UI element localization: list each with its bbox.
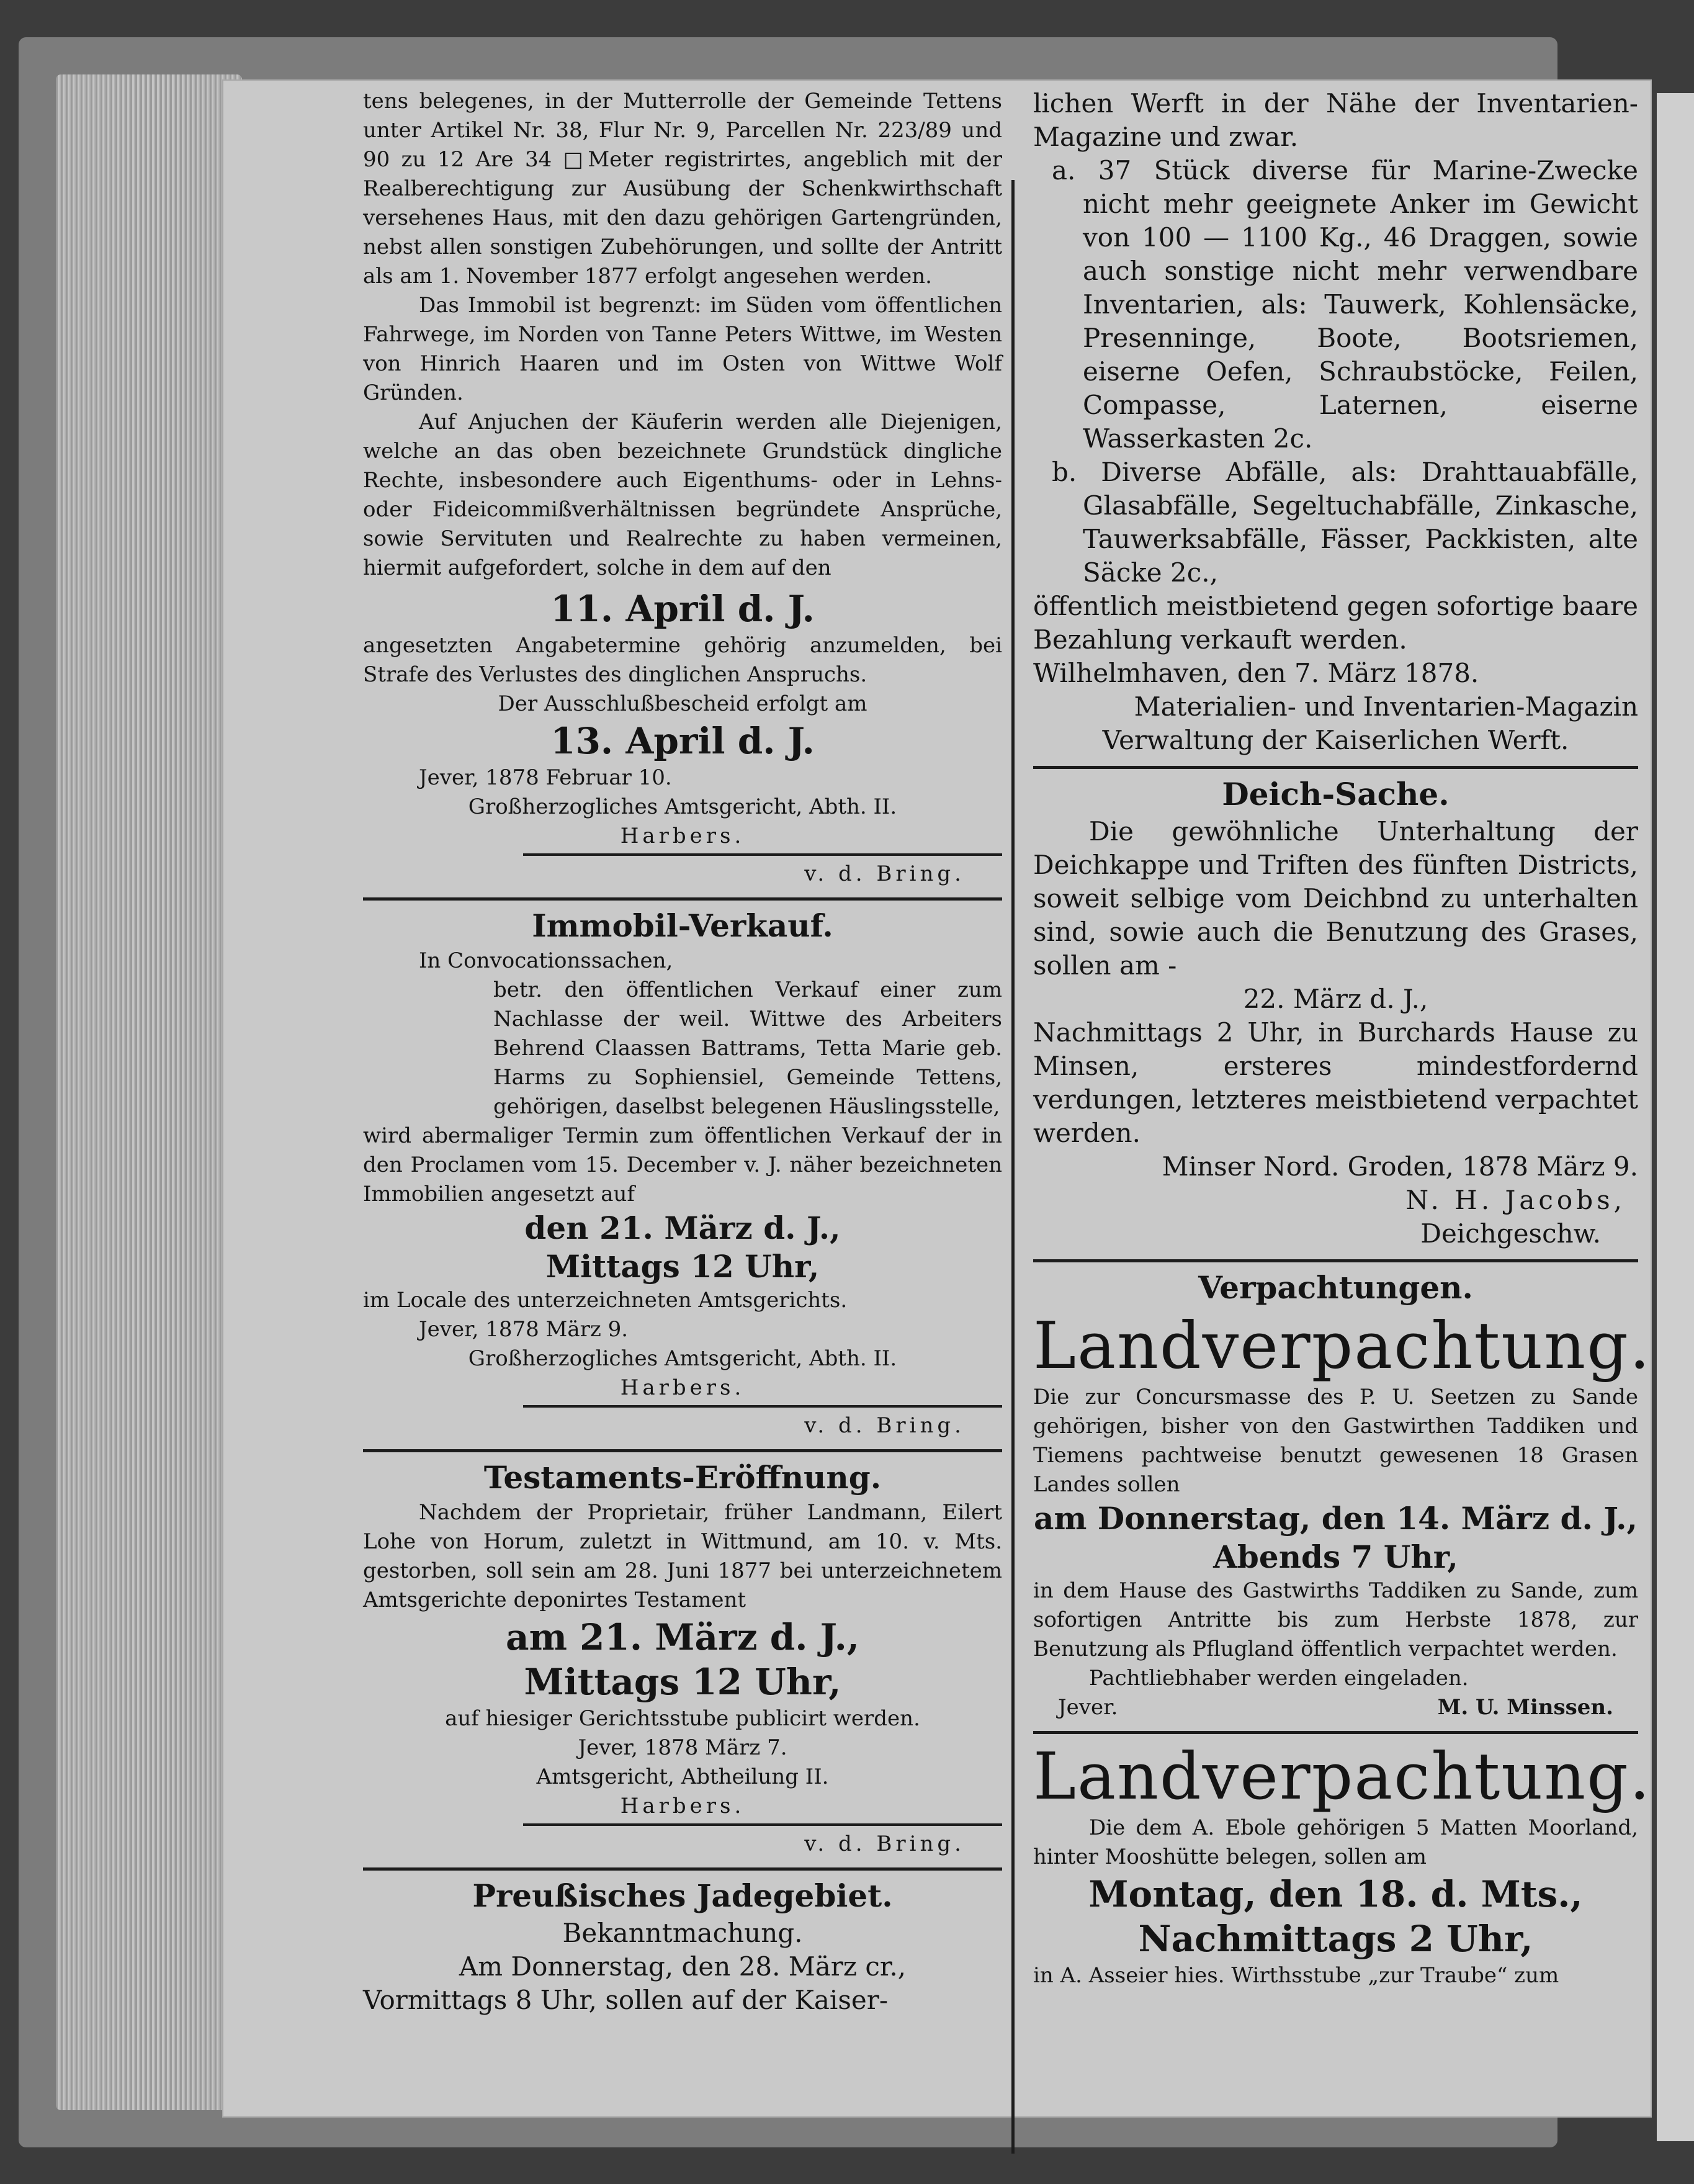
place-date: Jever, 1878 Februar 10. xyxy=(419,765,672,790)
agency-line-1: Materialien- und Inventarien-Magazin xyxy=(1134,691,1638,722)
testament-after: auf hiesiger Gerichtsstube publicirt werden. xyxy=(445,1706,920,1731)
convocation-subject: betr. den öffentlichen Verkauf einer zum Nachlasse der weil. Wittwe des Arbeiters Behrend Claassen Battrams, Tetta Marie geb. Harms zu Sophiensiel, Gemeinde Tettens, gehörigen, daselbst belegenen Häuslingsstelle, xyxy=(493,977,1002,1119)
signature-rule xyxy=(523,1405,1003,1408)
place: Jever. xyxy=(1058,1695,1118,1720)
land-lease-text-2: in dem Hause des Gastwirths Taddiken zu Sande, zum sofortigen Antritte bis zum Herbste 1878, zur Benutzung als Pflugland öffentlich verpachtet werden. xyxy=(1033,1578,1638,1661)
land-lease-text-2: in A. Asseier hies. Wirthsstube „zur Traube“ zum xyxy=(1033,1963,1559,1988)
signature-rule xyxy=(523,1823,1003,1826)
signer: M. U. Minssen. xyxy=(1437,1695,1613,1720)
deich-text-2: Nachmittags 2 Uhr, in Burchards Hause zu Minsen, ersteres mindestfordernd verdungen, letzteres meistbietend verpachtet werden. xyxy=(1033,1017,1638,1148)
announcement-subtitle: Bekanntmachung. xyxy=(562,1918,803,1948)
land-lease-date: am Donnerstag, den 14. März d. J., xyxy=(1034,1500,1638,1537)
land-lease-time: Abends 7 Uhr, xyxy=(1213,1539,1458,1575)
court-name: Amtsgericht, Abtheilung II. xyxy=(536,1764,829,1789)
land-lease-invite: Pachtliebhaber werden eingeladen. xyxy=(1089,1666,1469,1691)
left-column xyxy=(363,87,1002,2017)
signer: Harbers. xyxy=(620,1375,745,1400)
announcement-date: Am Donnerstag, den 28. März cr., xyxy=(459,1951,907,1982)
page-edges xyxy=(56,74,242,2110)
deich-text: Die gewöhnliche Unterhaltung der Deichkappe und Triften des fünften Districts, soweit selbige vom Deichbnd zu unterhalten sind, sowie auch die Benutzung des Grases, sollen am - xyxy=(1033,816,1638,981)
land-lease-text: Die zur Concursmasse des P. U. Seetzen zu Sande gehörigen, bisher von den Gastwirthen Taddiken und Tiemens pachtweise benutzt gewesenen 18 Grasen Landes sollen xyxy=(1033,1385,1638,1497)
announcement-text: Vormittags 8 Uhr, sollen auf der Kaiser- xyxy=(363,1985,889,2015)
auction-place: im Locale des unterzeichneten Amtsgerichts. xyxy=(363,1288,848,1313)
exclusion-date: 13. April d. J. xyxy=(550,720,815,762)
court-name: Großherzogliches Amtsgericht, Abth. II. xyxy=(468,1346,897,1371)
summons-paragraph: Auf Anjuchen der Käuferin werden alle Diejenigen, welche an das oben bezeichnete Grundstück dingliche Rechte, insbesondere auch Eigenthums- oder in Lehns- oder Fideicommißverhältnissen begründete Ansprüche, sowie Servituten und Realrechte zu haben vermeinen, hiermit aufgefordert, solche in dem auf den xyxy=(363,410,1002,580)
place-date: Jever, 1878 März 7. xyxy=(578,1735,787,1760)
column-divider xyxy=(1011,180,1015,2154)
signer: Harbers. xyxy=(620,1794,745,1818)
section-rule xyxy=(363,897,1002,901)
signature-line xyxy=(1033,1693,1638,1722)
land-lease-date: Montag, den 18. d. Mts., xyxy=(1088,1873,1583,1915)
agency-line-2: Verwaltung der Kaiserlichen Werft. xyxy=(1102,725,1569,755)
place-date: Minser Nord. Groden, 1878 März 9. xyxy=(1162,1151,1638,1182)
section-title-verpachtungen: Verpachtungen. xyxy=(1198,1269,1473,1306)
auction-date: den 21. März d. J., xyxy=(524,1210,841,1246)
intro-paragraph: tens belegenes, in der Mutterrolle der Gemeinde Tettens unter Artikel Nr. 38, Flur Nr. 9, Parcellen Nr. 223/89 und 90 zu 12 Are 34 □Meter registrirtes, angeblich mit der Realberechtigung zur Ausübung der Schenkwirthschaft versehenes Haus, mit den dazu gehörigen Gartengründen, nebst allen sonstigen Zubehörungen, und sollte der Antritt als am 1. November 1877 erfolgt angesehen werden. xyxy=(363,89,1002,289)
deadline-date: 11. April d. J. xyxy=(550,588,815,630)
section-rule xyxy=(363,1449,1002,1452)
land-lease-title: Landverpachtung. xyxy=(1033,1308,1651,1383)
section-rule xyxy=(363,1867,1002,1871)
clerk: v. d. Bring. xyxy=(804,1413,965,1438)
signer: Harbers. xyxy=(620,824,745,848)
land-lease-text: Die dem A. Ebole gehörigen 5 Matten Moorland, hinter Mooshütte belegen, sollen am xyxy=(1033,1815,1638,1869)
land-lease-time: Nachmittags 2 Uhr, xyxy=(1138,1918,1533,1960)
convocation-line: In Convocationssachen, xyxy=(419,948,673,973)
section-rule xyxy=(1033,1259,1638,1262)
land-lease-title: Landverpachtung. xyxy=(1033,1738,1651,1814)
boundary-paragraph: Das Immobil ist begrenzt: im Süden vom öffentlichen Fahrwege, im Norden von Tanne Peters Wittwe, im Westen von Hinrich Haaren und im Osten von Wittwe Wolf Gründen. xyxy=(363,293,1002,405)
auction-text: wird abermaliger Termin zum öffentlichen Verkauf der in den Proclamen vom 15. December v. J. näher bezeichneten Immobilien angesetzt auf xyxy=(363,1123,1002,1207)
item-a: a. 37 Stück diverse für Marine-Zwecke nicht mehr geeignete Anker im Gewicht von 100 — 1100 Kg., 46 Draggen, sowie auch sonstige nicht mehr verwendbare Inventarien, als: Tauwerk, Kohlensäcke, Presenninge, Boote, Bootsriemen, eiserne Oefen, Schraubstöcke, Feilen, Compasse, Laternen, eiserne Wasserkasten 2c. xyxy=(1052,155,1638,454)
section-rule xyxy=(1033,766,1638,769)
section-title-immobil: Immobil-Verkauf. xyxy=(532,907,833,944)
exclusion-text: Der Ausschlußbescheid erfolgt am xyxy=(498,691,867,716)
place-date: Wilhelmhaven, den 7. März 1878. xyxy=(1033,658,1479,688)
court-name: Großherzogliches Amtsgericht, Abth. II. xyxy=(468,794,897,819)
testament-text: Nachdem der Proprietair, früher Landmann, Eilert Lohe von Horum, zuletzt in Wittmund, am 10. v. Mts. gestorben, soll sein am 28. Juni 1877 bei unterzeichnetem Amtsgerichte deponirtes Testament xyxy=(363,1500,1002,1612)
section-title-deich: Deich-Sache. xyxy=(1222,776,1450,812)
section-rule xyxy=(1033,1731,1638,1734)
section-title-jadegebiet: Preußisches Jadegebiet. xyxy=(472,1877,893,1914)
deich-date: 22. März d. J., xyxy=(1243,984,1428,1014)
next-page-edge xyxy=(1657,93,1694,2141)
right-column xyxy=(1033,87,1651,1990)
clerk: v. d. Bring. xyxy=(804,1831,965,1856)
deadline-text: angesetzten Angabetermine gehörig anzumelden, bei Strafe des Verlustes des dinglichen Anspruchs. xyxy=(363,633,1002,687)
section-title-testament: Testaments-Eröffnung. xyxy=(483,1459,882,1496)
testament-time: Mittags 12 Uhr, xyxy=(524,1661,841,1703)
signature-rule xyxy=(523,853,1003,856)
auction-time: Mittags 12 Uhr, xyxy=(545,1248,820,1285)
signer: N. H. Jacobs, xyxy=(1405,1185,1626,1215)
place-date: Jever, 1878 März 9. xyxy=(419,1317,629,1342)
clerk: v. d. Bring. xyxy=(804,861,965,886)
item-b: b. Diverse Abfälle, als: Drahttauabfälle, Glasabfälle, Segeltuchabfälle, Zinkasche, Tauwerksabfälle, Fässer, Packkisten, alte Säcke 2c., xyxy=(1052,457,1638,588)
continuation-text: lichen Werft in der Nähe der Inventarien-Magazine und zwar. xyxy=(1033,88,1638,152)
signer-role: Deichgeschw. xyxy=(1420,1218,1601,1249)
sale-text: öffentlich meistbietend gegen sofortige baare Bezahlung verkauft werden. xyxy=(1033,591,1638,655)
testament-date: am 21. März d. J., xyxy=(506,1616,859,1658)
